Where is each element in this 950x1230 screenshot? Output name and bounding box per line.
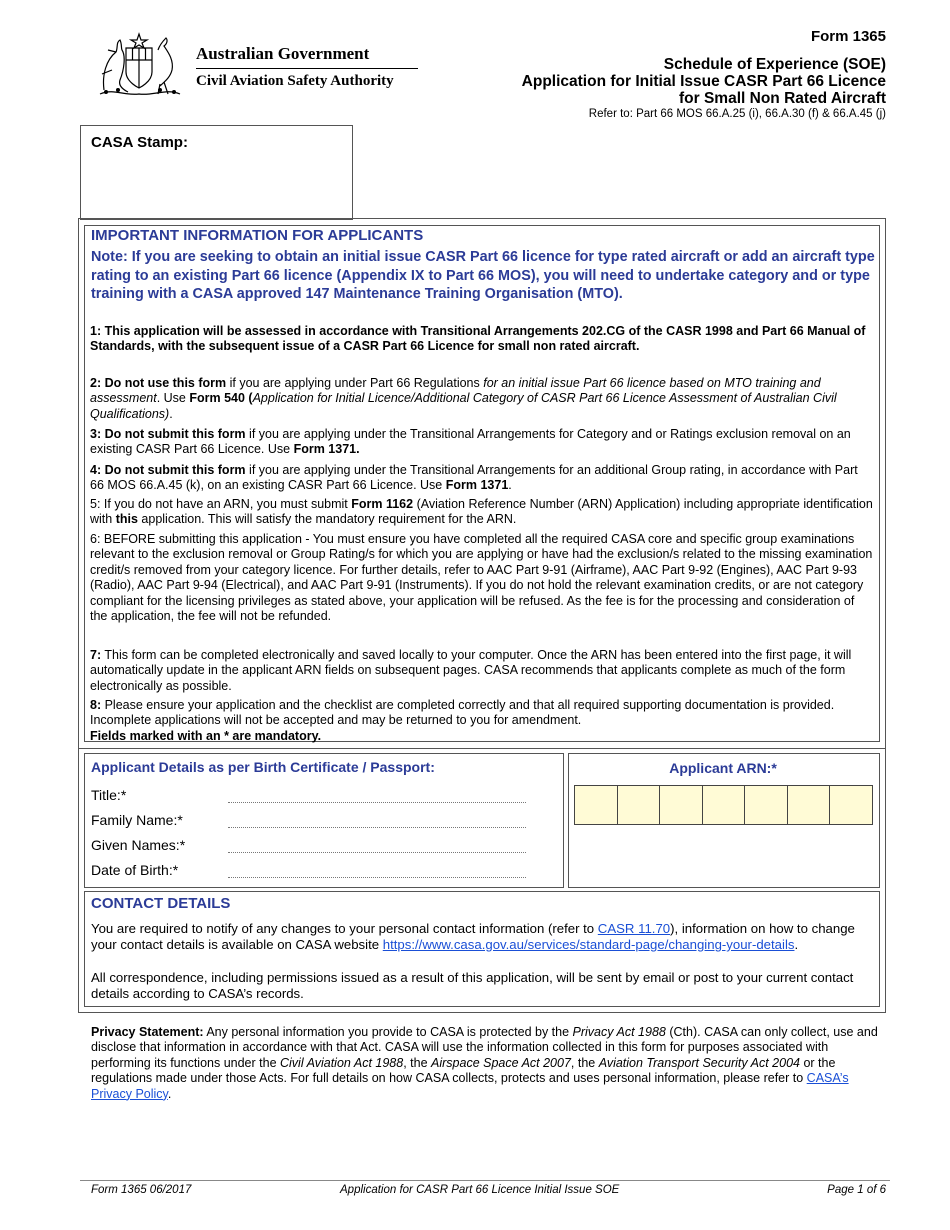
airspace-act-ref: Airspace Space Act 2007 xyxy=(431,1055,571,1070)
family-name-label: Family Name:* xyxy=(91,812,183,828)
info-item-8 xyxy=(90,698,875,744)
mandatory-fields-note: Fields marked with an * are mandatory. xyxy=(90,728,322,743)
info-item-5 xyxy=(90,497,875,528)
info-item-2-lead: 2: Do not use this form xyxy=(90,376,227,390)
info-item-7-text: This form can be completed electronically and saved locally to your computer. Once the ARN has been entered into the first page, it will automatically update in the applicant ARN fields on subsequent pages. CASA recommends that applicants complete as much of the form electronically as possible. xyxy=(90,648,852,693)
header-divider xyxy=(196,68,418,69)
privacy-statement xyxy=(91,1025,891,1102)
contact-paragraph-1 xyxy=(91,921,876,953)
casr-11-70-link[interactable]: CASR 11.70 xyxy=(597,921,671,936)
reference-text: Refer to: Part 66 MOS 66.A.25 (i), 66.A.30 (f) & 66.A.45 (j) xyxy=(588,108,886,120)
info-item-4-end: . xyxy=(508,478,512,493)
info-item-2-italic: for an initial issue Part 66 licence based on MTO training and assessment xyxy=(90,376,821,406)
authority-name: Civil Aviation Safety Authority xyxy=(196,73,394,89)
info-item-4-lead: 4: Do not submit this form xyxy=(90,463,246,477)
given-names-label: Given Names:* xyxy=(91,837,186,853)
arn-input-group xyxy=(574,785,872,825)
arn-digit-7[interactable] xyxy=(829,785,873,825)
info-item-2-text: if you are applying under Part 66 Regulations xyxy=(226,376,484,390)
info-item-7-lead: 7: xyxy=(90,648,102,662)
coat-of-arms-icon xyxy=(94,30,184,100)
title-field[interactable] xyxy=(228,802,526,803)
arn-digit-5[interactable] xyxy=(744,785,788,825)
arn-digit-4[interactable] xyxy=(702,785,746,825)
info-item-5-text: 5: If you do not have an ARN, you must submit xyxy=(90,497,352,511)
info-item-2-end: . xyxy=(169,406,173,421)
info-item-8-text: Please ensure your application and the checklist are completed correctly and that all required supporting documentation is provided. Incomplete applications will not be accepted and may be returned to you for amendment. xyxy=(90,698,835,728)
info-item-2-text-2: . Use xyxy=(156,391,190,406)
info-item-8-lead: 8: xyxy=(90,698,102,712)
date-of-birth-field[interactable] xyxy=(228,877,526,878)
form-title-line-1: Schedule of Experience (SOE) xyxy=(663,56,886,73)
form-1371-ref: Form 1371. xyxy=(293,442,360,457)
date-of-birth-label: Date of Birth:* xyxy=(91,862,179,878)
form-number: Form 1365 xyxy=(810,28,886,45)
contact-text-2: ), information on how to change your contact details is available on CASA website xyxy=(91,921,855,952)
applicant-arn-heading: Applicant ARN:* xyxy=(669,760,777,776)
privacy-text-5: or the regulations made under those Acts. For full details on how CASA collects, protects and uses personal information, please refer to xyxy=(91,1055,836,1086)
privacy-policy-link[interactable]: CASA’s Privacy Policy xyxy=(91,1071,849,1101)
footer-divider xyxy=(80,1180,890,1181)
change-details-link[interactable]: https://www.casa.gov.au/services/standard-page/changing-your-details xyxy=(382,937,795,952)
government-name: Australian Government xyxy=(196,44,370,63)
transport-security-act-ref: Aviation Transport Security Act 2004 xyxy=(598,1055,800,1070)
privacy-text-end: . xyxy=(167,1086,172,1101)
contact-text-end: . xyxy=(794,937,799,952)
info-item-3-text: if you are applying under the Transitional Arrangements for Category and or Ratings exclusion removal on an existing CASR Part 66 Licence. Use xyxy=(90,427,851,457)
info-item-4-text: if you are applying under the Transitional Arrangements for an additional Group rating, in accordance with Part 66 MOS 66.A.45 (k), on an existing CASR Part 66 Licence. Use xyxy=(90,463,858,493)
title-label: Title:* xyxy=(91,787,127,803)
info-item-3 xyxy=(90,427,875,458)
info-item-5-bold: this xyxy=(115,512,138,527)
footer-page-number: Page 1 of 6 xyxy=(827,1184,886,1196)
privacy-act-ref: Privacy Act 1988 xyxy=(572,1025,666,1039)
privacy-label: Privacy Statement: xyxy=(91,1025,204,1039)
privacy-text-1: Any personal information you provide to CASA is protected by the xyxy=(203,1025,573,1039)
info-item-1: 1: This application will be assessed in accordance with Transitional Arrangements 202.CG of the CASR 1998 and Part 66 Manual of Standards, with the subsequent issue of a CASR Part 66 Licence for small non rated aircraft. xyxy=(90,324,866,354)
form-title-line-2: Application for Initial Issue CASR Part 66 Licence xyxy=(521,73,886,90)
civil-aviation-act-ref: Civil Aviation Act 1988 xyxy=(280,1055,404,1070)
form-1371-ref-2: Form 1371 xyxy=(445,478,509,493)
info-item-7 xyxy=(90,648,875,694)
privacy-text-2: (Cth). CASA can only collect, use and disclose that information in accordance with that Act. CASA will use the information collected in this form for purposes associated with performing its functions under the xyxy=(91,1025,878,1070)
applicant-details-heading: Applicant Details as per Birth Certificate / Passport: xyxy=(91,759,435,775)
privacy-text-3: , the xyxy=(403,1055,432,1070)
info-item-5-text-2: (Aviation Reference Number (ARN) Application) including appropriate identification with xyxy=(90,497,873,527)
info-item-3-lead: 3: Do not submit this form xyxy=(90,427,246,441)
info-item-6: 6: BEFORE submitting this application - You must ensure you have completed all the required CASA core and specific group examinations relevant to the exclusion removal or Group Rating/s for which you are applying or have had the exclusion/s related to the missing examination credit/s removed from your category licence. For further details, refer to AAC Part 9-91 (Airframe), AAC Part 9-92 (Engines), AAC Part 9-93 (Radio), AAC Part 9-94 (Electrical), and AAC Part 9-91 (Instruments). If you do not hold the relevant examination credits, or are not category compliant for the licensing privileges as stated above, your application will be refused. As the fee is for the processing and consideration of the application, the fee will not be refunded. xyxy=(90,532,873,624)
info-item-2-italic-2: Application for Initial Licence/Additional Category of CASR Part 66 Licence Assessment of Australian Civil Qualifications) xyxy=(90,391,837,421)
info-item-4 xyxy=(90,463,875,494)
contact-details-heading: CONTACT DETAILS xyxy=(91,895,231,912)
contact-text: You are required to notify of any changes to your personal contact information (refer to xyxy=(91,921,598,936)
arn-digit-6[interactable] xyxy=(787,785,831,825)
contact-paragraph-2: All correspondence, including permissions issued as a result of this application, will be sent by email or post to your current contact details according to CASA’s records. xyxy=(91,970,854,1001)
info-item-2 xyxy=(90,376,875,422)
given-names-field[interactable] xyxy=(228,852,526,853)
privacy-text-4: , the xyxy=(570,1055,599,1070)
casa-stamp-box xyxy=(80,125,353,220)
form-1162-ref: Form 1162 xyxy=(351,497,414,511)
arn-digit-2[interactable] xyxy=(617,785,661,825)
important-info-heading: IMPORTANT INFORMATION FOR APPLICANTS xyxy=(91,227,424,244)
form-title-line-3: for Small Non Rated Aircraft xyxy=(679,90,886,107)
important-note: Note: If you are seeking to obtain an initial issue CASR Part 66 licence for type rated aircraft or add an aircraft type rating to an existing Part 66 licence (Appendix IX to Part 66 MOS), you will need to undertake category and or type training with a CASA approved 147 Maintenance Training Organisation (MTO). xyxy=(91,249,875,303)
footer-form-id: Form 1365 06/2017 xyxy=(91,1184,192,1196)
family-name-field[interactable] xyxy=(228,827,526,828)
footer-title: Application for CASR Part 66 Licence Initial Issue SOE xyxy=(340,1184,620,1196)
info-item-5-end: application. This will satisfy the mandatory requirement for the ARN. xyxy=(137,512,517,527)
form-540-ref: Form 540 ( xyxy=(189,391,253,406)
casa-stamp-label: CASA Stamp: xyxy=(91,134,188,151)
arn-digit-1[interactable] xyxy=(574,785,618,825)
arn-digit-3[interactable] xyxy=(659,785,703,825)
